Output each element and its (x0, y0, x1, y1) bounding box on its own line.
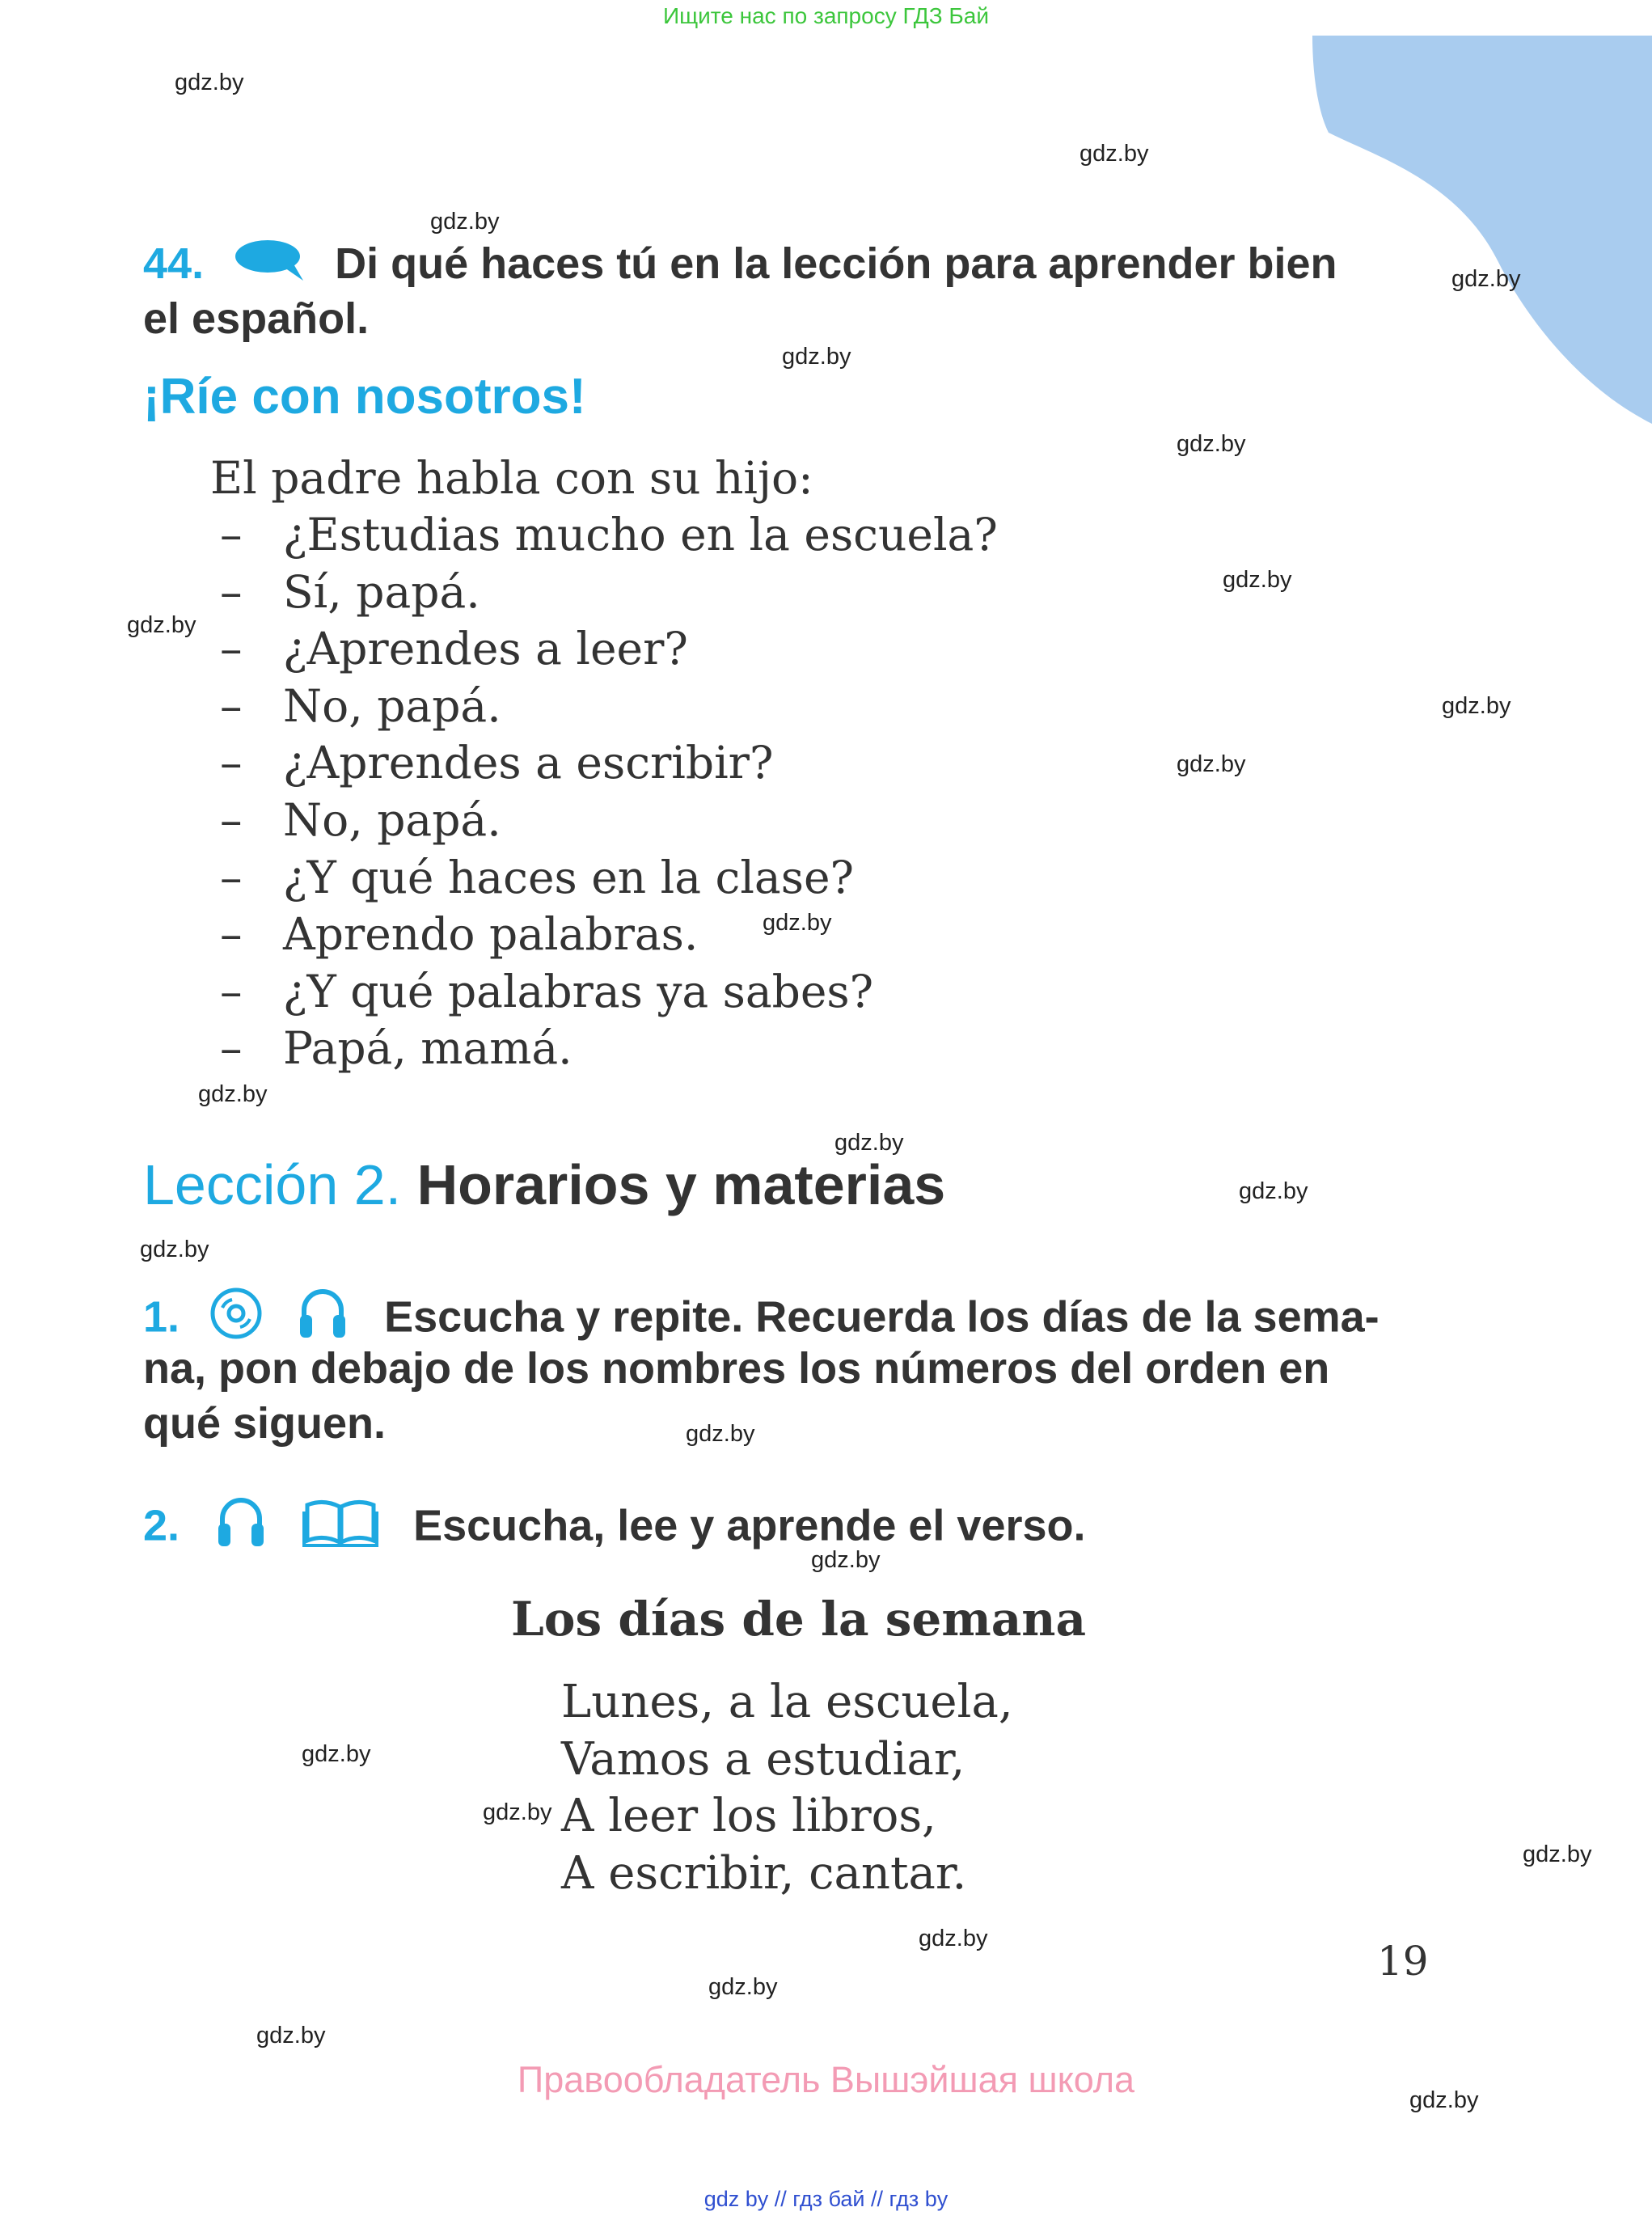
dialog-line: – Aprendo palabras. (220, 908, 699, 961)
watermark: gdz.by (483, 1799, 552, 1825)
watermark: gdz.by (127, 612, 196, 638)
watermark: gdz.by (708, 1974, 778, 2000)
task-2-text: Escucha, lee y aprende el verso. (413, 1501, 1086, 1550)
poem-line: Lunes, a la escuela, (561, 1676, 1013, 1728)
watermark: gdz.by (198, 1081, 268, 1107)
poem-title: Los días de la semana (511, 1592, 1087, 1647)
top-banner: Ищите нас по запросу ГДЗ Бай (662, 3, 990, 28)
watermark: gdz.by (1409, 2087, 1479, 2113)
task-number: 2. (143, 1501, 180, 1550)
speech-bubble-icon (234, 237, 308, 297)
watermark: gdz.by (1451, 266, 1521, 292)
watermark: gdz.by (1080, 141, 1149, 167)
watermark: gdz.by (256, 2023, 326, 2049)
task-number: 1. (143, 1292, 180, 1342)
dialog-line: – ¿Y qué palabras ya sabes? (220, 965, 874, 1017)
watermark: gdz.by (1223, 567, 1292, 593)
poem-line: Vamos a estudiar, (561, 1732, 965, 1786)
poem-line: A escribir, cantar. (561, 1847, 967, 1901)
watermark: gdz.by (1442, 693, 1511, 719)
task-1-line3: qué siguen. (143, 1399, 387, 1448)
task-1-text-line1: Escucha y repite. Recuerda los días de la sema- (384, 1292, 1379, 1342)
copyright-notice: Правообладатель Вышэйшая школа (517, 2059, 1135, 2100)
footer-links[interactable]: gdz by // гдз бай // гдз by (703, 2187, 949, 2211)
page-number: 19 (1377, 1938, 1429, 1985)
task-number: 44. (143, 239, 205, 288)
watermark: gdz.by (1523, 1841, 1592, 1867)
dialog-line: – ¿Estudias mucho en la escuela? (220, 509, 998, 560)
lesson-title: Horarios y materias (416, 1153, 946, 1216)
open-book-icon (302, 1497, 378, 1560)
dialog-line: – Sí, papá. (220, 565, 480, 618)
dialog-line: – No, papá. (220, 679, 501, 732)
watermark: gdz.by (175, 70, 244, 95)
rie-heading: ¡Ríe con nosotros! (143, 369, 586, 425)
watermark: gdz.by (430, 209, 500, 235)
watermark: gdz.by (782, 344, 851, 370)
watermark: gdz.by (1177, 431, 1246, 457)
watermark: gdz.by (140, 1237, 209, 1262)
dialog-line: – No, papá. (220, 793, 501, 846)
headphones-icon (216, 1495, 266, 1562)
watermark: gdz.by (1239, 1178, 1308, 1204)
watermark: gdz.by (763, 910, 832, 936)
watermark: gdz.by (919, 1926, 988, 1951)
corner-decoration (1312, 36, 1652, 424)
dialog-list (220, 506, 998, 1077)
dialog-line: – ¿Y qué haces en la clase? (220, 851, 854, 903)
lesson-heading (143, 1152, 945, 1217)
dialog-intro: El padre habla con su hijo: (210, 452, 813, 504)
task-1-line2: na, pon debajo de los nombres los números del orden en (143, 1344, 1330, 1393)
watermark: gdz.by (834, 1130, 904, 1156)
poem-line: A leer los libros, (561, 1790, 936, 1843)
watermark: gdz.by (686, 1421, 755, 1447)
task-2 (143, 1495, 1086, 1562)
watermark: gdz.by (1177, 751, 1246, 777)
task-44-text-line1: Di qué haces tú en la lección para aprender bien (335, 239, 1337, 288)
task-44 (143, 236, 1337, 297)
watermark: gdz.by (811, 1547, 881, 1573)
poem-body (561, 1674, 1013, 1903)
dialog-line: – Papá, mamá. (220, 1022, 572, 1075)
dialog-line: – ¿Aprendes a leer? (220, 623, 688, 675)
watermark: gdz.by (302, 1741, 371, 1767)
task-44-line2: el español. (143, 294, 370, 343)
dialog-line: – ¿Aprendes a escribir? (220, 737, 774, 789)
lesson-label: Lección 2. (143, 1153, 402, 1216)
